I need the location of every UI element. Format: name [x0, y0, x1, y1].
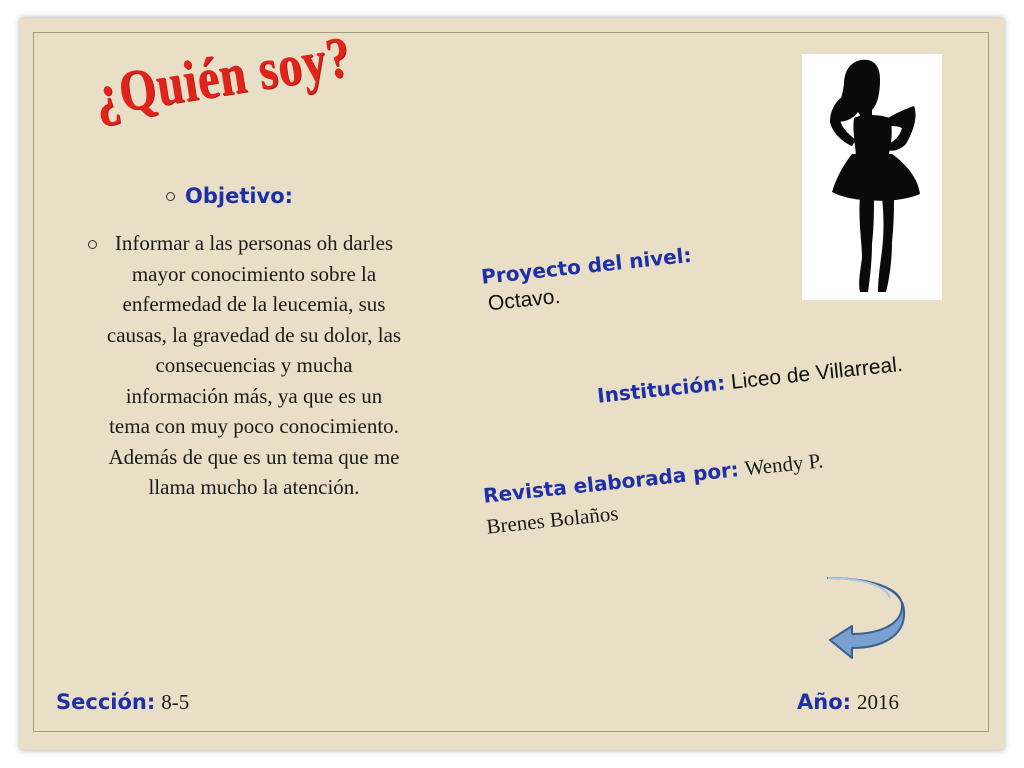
bullet-icon: [166, 192, 175, 201]
seccion-value: 8-5: [161, 690, 190, 714]
anio-block: [797, 690, 899, 715]
objetivo-body: [88, 228, 408, 503]
revista-value: Wendy P.: [743, 448, 825, 481]
bullet-icon: [88, 240, 97, 249]
revista-label: Revista elaborada por:: [482, 457, 740, 508]
proyecto-label: Proyecto del nivel:: [480, 242, 693, 289]
seccion-block: [56, 690, 189, 715]
seccion-label: Sección:: [56, 690, 156, 714]
institucion-label: Institución:: [596, 370, 727, 408]
institucion-value: Liceo de Villarreal.: [729, 352, 904, 394]
revista-value-cont: Brenes Bolaños: [485, 500, 620, 539]
objetivo-text: Informar a las personas oh darles mayor conocimiento sobre la enfermedad de la leucemia, sus causas, la gravedad de su dolor, las consecuencias y mucha información más, ya que es un tema con muy poco conocimiento. Además de que es un tema que me llama mucho la atención.: [106, 231, 402, 499]
page-title: ¿Quién soy?: [89, 23, 356, 129]
woman-silhouette-icon: [802, 54, 942, 300]
anio-value: 2016: [857, 690, 900, 714]
objetivo-label: Objetivo:: [185, 184, 294, 208]
back-arrow-icon[interactable]: [824, 576, 906, 660]
objetivo-heading: [166, 184, 293, 208]
proyecto-value: Octavo.: [486, 284, 562, 316]
anio-label: Año:: [797, 690, 852, 714]
